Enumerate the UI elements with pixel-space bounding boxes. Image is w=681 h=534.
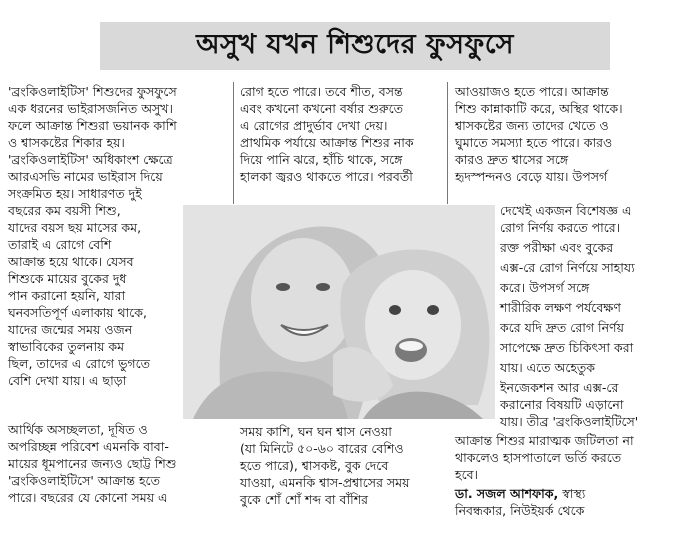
col1-line: আরএসভি নামের ভাইরাস দিয়ে	[8, 169, 163, 184]
col1-line: বছরের কম বয়সী শিশু,	[8, 203, 121, 218]
col2-line: এ রোগের প্রাদুর্ভাব দেখা দেয়।	[240, 118, 388, 133]
col3-line: শারীরিক লক্ষণ পর্যবেক্ষণ	[500, 300, 621, 315]
col3-line: আওয়াজও হতে পারে। আক্রান্ত	[455, 84, 609, 99]
column-divider-left	[233, 82, 234, 204]
col3-line: রোগ নির্ণয় করতে পারে।	[500, 220, 621, 235]
col3-line: এক্স-রে রোগ নির্ণয়ে সাহায্য	[500, 260, 635, 275]
col1-line: পান করানো হয়নি, যারা	[8, 288, 126, 303]
col1-line: ঘনবসতিপূর্ণ এলাকায় থাকে,	[8, 305, 147, 320]
byline-line2: নিবন্ধকার, নিউইয়র্ক থেকে	[455, 503, 585, 518]
col1-line: এক ধরনের ভাইরাসজনিত অসুখ।	[8, 101, 173, 116]
col1-line: তারাই এ রোগে বেশি	[8, 237, 112, 252]
col2-line: হতে পারে), শ্বাসকষ্ট, বুক দেবে	[240, 458, 389, 473]
col2-line: যাওয়া, এমনকি শ্বাস-প্রশ্বাসের সময়	[240, 475, 410, 490]
mother-child-illustration	[183, 205, 495, 419]
col2-line: (যা মিনিটে ৫০-৬০ বারের বেশিও	[240, 441, 404, 456]
byline-role: স্বাস্থ্য	[558, 486, 586, 501]
col1-line: ছিল, তাদের এ রোগে ভুগতে	[8, 356, 151, 371]
col3-line: ঘুমাতে সমস্যা হতে পারে। কারও	[455, 135, 613, 150]
col3-line: করে যদি দ্রুত রোগ নির্ণয়	[500, 320, 624, 335]
byline	[455, 485, 585, 502]
col3-line: হবে।	[455, 467, 479, 482]
mother-child-photo	[183, 205, 495, 419]
col3-line: যায়। এতে অহেতুক	[500, 360, 596, 375]
col3-line: দেখেই একজন বিশেষজ্ঞ এ	[500, 203, 632, 218]
col3-line: করানোর বিষয়টি এড়ানো	[500, 397, 624, 412]
col2-line: বুকে শোঁ শোঁ শব্দ বা বাঁশির	[240, 492, 368, 507]
byline-name: ডা. সজল আশফাক,	[455, 486, 559, 501]
col1-line: অপরিচ্ছন্ন পরিবেশ এমনকি বাবা-	[8, 439, 169, 454]
col3-line: আক্রান্ত শিশুর মারাত্মক জটিলতা না	[455, 433, 634, 448]
col1-line: 'ব্রংকিওলাইটিস' শিশুদের ফুসফুসে	[8, 84, 177, 99]
col1-line: ও শ্বাসকষ্টের শিকার হয়।	[8, 135, 125, 150]
col3-line: হৃদস্পন্দনও বেড়ে যায়। উপসর্গ	[455, 169, 608, 184]
col3-line: কারও দ্রুত শ্বাসের সঙ্গে	[455, 152, 569, 167]
col1-line: যাদের জন্মের সময় ওজন	[8, 322, 133, 337]
column-divider-right	[447, 82, 448, 204]
col2-line: দিয়ে পানি ঝরে, হাঁচি থাকে, সঙ্গে	[240, 152, 403, 167]
col3-line: শ্বাসকষ্টের জন্য তাদের খেতে ও	[455, 118, 609, 133]
col3-line: ইনজেকশন আর এক্স-রে	[500, 380, 619, 395]
col1-line: শিশুকে মায়ের বুকের দুধ	[8, 271, 127, 286]
col2-line: এবং কখনো কখনো বর্ষার শুরুতে	[240, 101, 403, 116]
col3-line: করে। উপসর্গ সঙ্গে	[500, 280, 590, 295]
col2-line: প্রাথমিক পর্যায়ে আক্রান্ত শিশুর নাক	[240, 135, 414, 150]
col1-line: পারে। বছরের যে কোনো সময় এ	[8, 490, 168, 505]
col1-line: যাদের বয়স ছয় মাসের কম,	[8, 220, 142, 235]
col2-line: সময় কাশি, ঘন ঘন শ্বাস নেওয়া	[240, 424, 392, 439]
col3-line: শিশু কান্নাকাটি করে, অস্থির থাকে।	[455, 101, 623, 116]
col1-line: আর্থিক অসচ্ছলতা, দূষিত ও	[8, 422, 148, 437]
col3-line: থাকলেও হাসপাতালে ভর্তি করতে	[455, 450, 622, 465]
headline: অসুখ যখন শিশুদের ফুসফুসে	[196, 28, 514, 60]
col1-line: 'ব্রংকিওলাইটিসে' আক্রান্ত হতে	[8, 473, 160, 488]
col1-line: 'ব্রংকিওলাইটিস' অধিকাংশ ক্ষেত্রে	[8, 152, 173, 167]
col2-line: রোগ হতে পারে। তবে শীত, বসন্ত	[240, 84, 403, 99]
col1-line: সংক্রমিত হয়। সাধারণত দুই	[8, 186, 142, 201]
headline-banner	[100, 22, 610, 70]
col2-line: হালকা জ্বরও থাকতে পারে। পরবর্তী	[240, 169, 413, 184]
col1-line: স্বাভাবিকের তুলনায় কম	[8, 339, 125, 354]
col1-line: আক্রান্ত হয়ে থাকে। যেসব	[8, 254, 134, 269]
col3-line: যায়। তীব্র 'ব্রংকিওলাইটিসে'	[500, 414, 639, 429]
col3-line: সাপেক্ষে দ্রুত চিকিৎসা করা	[500, 340, 634, 355]
col1-line: ফলে আক্রান্ত শিশুরা ভয়ানক কাশি	[8, 118, 177, 133]
col1-line: মায়ের ধূমপানের জন্যও ছোট্ট শিশু	[8, 456, 177, 471]
col3-line: রক্ত পরীক্ষা এবং বুকের	[500, 240, 614, 255]
col1-line: বেশি দেখা যায়। এ ছাড়া	[8, 373, 127, 388]
